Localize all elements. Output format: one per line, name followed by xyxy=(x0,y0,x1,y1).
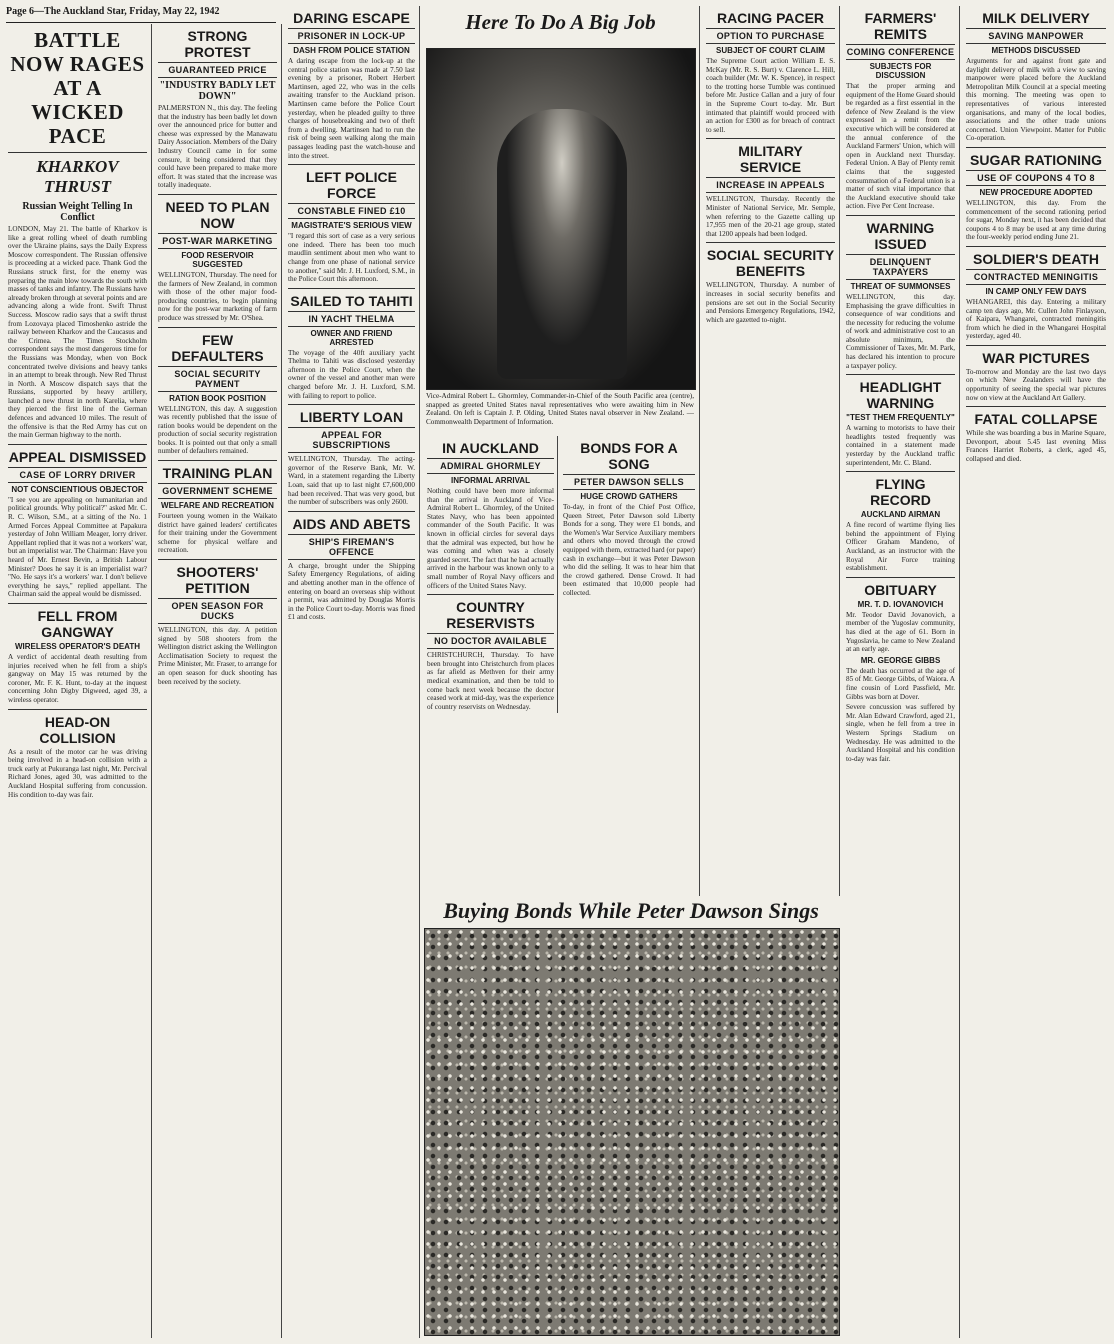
auckland-deck: INFORMAL ARRIVAL xyxy=(451,476,530,485)
divider xyxy=(846,471,955,472)
reservists-subhead: NO DOCTOR AVAILABLE xyxy=(427,633,554,649)
milk-subhead: SAVING MANPOWER xyxy=(966,28,1106,44)
bonds-body: To-day, in front of the Chief Post Office, Queen Street, Peter Dawson sold Liberty Bonds for a song. They were £1 bonds, and the Women's War Service Auxiliary members and others who moved through the crowd equipped with them, extracted hard (or paper) cash in exchange—but it was Peter Dawson who did the selling. It was to hear him that the crowd gathered. Dense Crowd. It had been estimated that 10,000 people had collected. xyxy=(563,503,695,597)
kharkov-headline: BATTLE NOW RAGES AT A WICKED PACE xyxy=(10,28,145,148)
crowd-photo xyxy=(424,928,840,1336)
warning-deck: THREAT OF SUMMONSES xyxy=(850,281,951,291)
defaulters-deck: RATION BOOK POSITION xyxy=(169,393,266,403)
tahiti-subhead: IN YACHT THELMA xyxy=(288,311,415,327)
divider xyxy=(288,404,415,405)
protest-deck: "INDUSTRY BADLY LET DOWN" xyxy=(159,80,276,102)
training-deck: WELFARE AND RECREATION xyxy=(161,501,274,511)
divider xyxy=(158,194,277,195)
milk-headline: MILK DELIVERY xyxy=(982,10,1090,26)
kharkov-subhead: KHARKOV THRUST xyxy=(36,157,119,196)
loan-headline: LIBERTY LOAN xyxy=(299,409,404,426)
milk-body: Arguments for and against front gate and daylight delivery of milk with a view to saving manpower were placed before the Auckland Metropolitan Milk Council at a special meeting this morning. The meeting was open to representatives of various interested organisations, and many of the local bodies, associations and the other trade unions concerned. Union Viewpoint. Matter for Public Co-operation. xyxy=(966,57,1106,143)
divider xyxy=(288,288,415,289)
escape-deck: DASH FROM POLICE STATION xyxy=(293,46,410,55)
military-headline: MILITARY SERVICE xyxy=(738,143,803,176)
benefits-headline: SOCIAL SECURITY BENEFITS xyxy=(706,247,835,280)
divider xyxy=(8,709,147,710)
appeal-body: "I see you are appealing on humanitarian and political grounds. Why political?" asked Mr. C. R. C. Wilson, S.M., at a sitting of the No. 1 Armed Forces Appeal Committee at Papakura yesterday of John William Meager, lorry driver. Appellant replied that it was not a workers' war, but an imperialist war. The Chairman: Have you heard of Mr. Ernest Bevin, a British Labour Minister? Does he say it is an imperialist war? "No. He says it's a workers' war. I don't believe everything he says," replied appellant. The Chairman said the appeal would be dismissed. xyxy=(8,495,147,599)
divider xyxy=(846,577,955,578)
pacer-deck: SUBJECT OF COURT CLAIM xyxy=(716,46,825,55)
remits-subhead: COMING CONFERENCE xyxy=(846,44,955,60)
flying-deck: AUCKLAND AIRMAN xyxy=(860,510,941,520)
divider xyxy=(966,246,1106,247)
collapse-body: While she was boarding a bus in Marine Square, Devonport, about 5.45 last evening Miss Frances Harriet Roberts, a clerk, aged 45, collapsed and died. xyxy=(966,429,1106,464)
divider xyxy=(8,444,147,445)
protest-headline: STRONG PROTEST xyxy=(184,28,251,60)
admiral-figure xyxy=(497,109,627,379)
plan-subhead: POST-WAR MARKETING xyxy=(158,233,277,249)
training-body: Fourteen young women in the Waikato district have gained leaders' certificates for their training under the Government scheme for physical welfare and recreation. xyxy=(158,512,277,555)
divider xyxy=(427,594,554,595)
flying-body: A fine record of wartime flying lies behind the appointment of Flying Officer Graham Mandeno, of Auckland, as an instructor with the Royal Air Force training establishment. xyxy=(846,521,955,573)
divider xyxy=(706,242,835,243)
pacer-subhead: OPTION TO PURCHASE xyxy=(706,28,835,44)
shooters-body: WELLINGTON, this day. A petition signed by 508 shooters from the Wellington district asking the Wellington Acclimatisation Society to request the Prime Minister, Mr. Fraser, to arrange for an open season for duck shooting has been received by the society. xyxy=(158,626,277,686)
aids-headline: AIDS AND ABETS xyxy=(292,515,411,532)
obituary-body-2: The death has occurred at the age of 85 of Mr. George Gibbs, of Waiora. A fine cousin of Lord Passfield, Mr. Gibbs was born at Dover. xyxy=(846,666,955,701)
plan-deck: FOOD RESERVOIR SUGGESTED xyxy=(181,250,254,269)
column-1 xyxy=(4,24,152,1338)
reservists-body: CHRISTCHURCH, Thursday. To have been brought into Christchurch from places as far afield as Methven for their army medical examination, and then be told to come back next week because the doctor ceased work at mid-day, was the experience of country reservists on Wednesday. xyxy=(427,651,554,711)
auckland-column xyxy=(424,436,558,713)
obituary-body-1: Mr. Teodor David Jovanovich, a member of the Yugoslav community, has died at the age of 61. Born in Yugoslavia, he came to New Zealand at an early age. xyxy=(846,610,955,654)
collision-headline: HEAD-ON COLLISION xyxy=(39,713,116,746)
bonds-subhead: PETER DAWSON SELLS xyxy=(563,474,695,490)
obituary-deck-1: MR. T. D. IOVANOVICH xyxy=(857,599,944,609)
defaulters-headline: FEW DEFAULTERS xyxy=(171,331,264,364)
plan-body: WELLINGTON, Thursday. The need for the farmers of New Zealand, in common with those of the other major food-producing countries, to begin planning now for the post-war marketing of farm produce was stressed by Mr. O'Shea. xyxy=(158,270,277,322)
photo-caption: Vice-Admiral Robert L. Ghormley, Commander-in-Chief of the South Pacific area (centre), snapped as greeted United States naval representatives who were awaiting him in New Zealand. On left is Captain J. P. Olding, United States naval observer in New Zealand. —Commonwealth Department of Information. xyxy=(426,392,694,426)
gangway-body: A verdict of accidental death resulting from injuries received when he fell from a ship's gangway on May 15 was returned by the coroner, Mr. F. K. Hunt, to-day at the inquest concerning John Digby Digweed, aged 39, a wireless operator. xyxy=(8,652,147,704)
war-pictures-body: To-morrow and Monday are the last two days on which New Zealanders will have the opportunity of seeing the special war pictures now on view at the Auckland Art Gallery. xyxy=(966,367,1106,402)
training-subhead: GOVERNMENT SCHEME xyxy=(158,483,277,499)
tahiti-body: The voyage of the 40ft auxiliary yacht Thelma to Tahiti was disclosed yesterday afternoon in the Police Court, when the owner of the vessel and another man were charged before Mr. J. H. Luxford, S.M. with failing to report to police. xyxy=(288,348,415,400)
pacer-body: The Supreme Court action William E. S. McKay (Mr. R. S. Burt) v. Clarence L. Hill, coach builder (Mr. W. K. Spence), in respect to the trotting horse Tumble was continued before Mr. Justice Callan and a jury of four in the Supreme Court to-day. Mr. Burt intimated that plaintiff would proceed with an action for £300 as for breach of contract to sell. xyxy=(706,57,835,134)
divider xyxy=(966,147,1106,148)
auckland-headline: IN AUCKLAND xyxy=(442,440,539,456)
divider xyxy=(158,460,277,461)
tahiti-deck: OWNER AND FRIEND ARRESTED xyxy=(310,328,393,347)
auckland-subhead: ADMIRAL GHORMLEY xyxy=(427,458,554,474)
sugar-headline: SUGAR RATIONING xyxy=(970,151,1102,168)
divider xyxy=(8,603,147,604)
aids-subhead: SHIP'S FIREMAN'S OFFENCE xyxy=(288,534,415,560)
page-folio: Page 6—The Auckland Star, Friday, May 22, 1942 xyxy=(6,6,276,23)
soldier-body: WHANGAREI, this day. Entering a military camp ten days ago, Mr. Cullen John Finlayson, of Kaipara, Whangarei, contracted meningitis from which he died in the Whangarei Hospital yesterday, aged 40. xyxy=(966,297,1106,341)
bonds-headline: BONDS FOR A SONG xyxy=(580,440,678,472)
soldier-deck: IN CAMP ONLY FEW DAYS xyxy=(985,286,1087,296)
military-body: WELLINGTON, Thursday. Recently the Minister of National Service, Mr. Semple, when referring to the Gazette calling up 17,955 men of the 20-21 age group, stated that 1200 appeals had been lodged. xyxy=(706,195,835,238)
appeal-deck: NOT CONSCIENTIOUS OBJECTOR xyxy=(11,484,144,494)
headlight-deck: "TEST THEM FREQUENTLY" xyxy=(846,413,955,423)
kharkov-body: LONDON, May 21. The battle of Kharkov is like a great rolling wheel of death rumbling over the Ukraine plains, says the Daily Express Moscow correspondent. The Russian offensive is proceeding at a wicked pace. Thank God the Russians struck first, for the enemy was preparing the main blow towards the south with masses of tanks and infantry. The Russians have already broken through at several points and are advancing along a wide front. Swift Thrust Success. Moscow radio says that a swift thrust from Lozovaya placed Timoshenko astride the railway between Kharkov and the Caucasus and the Crimea. The Times Stockholm correspondent says the most dangerous time for the Russians was Monday, when von Bock concentrated twelve divisions and heavy tanks in an attempt to break through. New Red Thrust in North. A Moscow dispatch says that the Russians, supported by heavy artillery, launched a new thrust in north Karelia, where they pierced the first line of the German defences and advanced 10 miles. The result of the offensive is that the Red Army has cut on the main German highway to the north. xyxy=(8,225,147,440)
bonds-column xyxy=(560,436,698,600)
divider xyxy=(846,215,955,216)
plan-headline: NEED TO PLAN NOW xyxy=(165,198,270,231)
escape-subhead: PRISONER IN LOCK-UP xyxy=(288,28,415,44)
divider xyxy=(966,406,1106,407)
collapse-headline: FATAL COLLAPSE xyxy=(974,411,1098,428)
divider xyxy=(288,511,415,512)
defaulters-body: WELLINGTON, this day. A suggestion was recently published that the issue of ration books would be dependent on the production of social security registration books. It is pointed out that only a small number of defaulters remained. xyxy=(158,404,277,456)
divider xyxy=(846,374,955,375)
obituary-headline: OBITUARY xyxy=(864,581,937,598)
column-6 xyxy=(842,6,960,1338)
war-pictures-headline: WAR PICTURES xyxy=(982,349,1090,366)
warning-body: WELLINGTON, this day. Emphasising the grave difficulties in consequence of war conditions and the necessity for reducing the volume of work and administrative cost to an absolute minimum, the Commissioner of Taxes, Mr. M. Park, has declared his intention to procure a taxpayer policy. xyxy=(846,292,955,370)
gangway-headline: FELL FROM GANGWAY xyxy=(37,607,118,640)
photo-title: Here To Do A Big Job xyxy=(465,10,656,34)
defaulters-subhead: SOCIAL SECURITY PAYMENT xyxy=(158,366,277,392)
concussion-body: Severe concussion was suffered by Mr. Alan Edward Crawford, aged 21, single, when he fell from a tree in Western Springs Stadium on Wednesday. He was admitted to the Auckland Hospital and his condition to-day was fair. xyxy=(846,703,955,763)
aids-body: A charge, brought under the Shipping Safety Emergency Regulations, of aiding and abetting another man in the offence of entering on board an overseas ship without a permit, was admitted by Douglas Morris in the Police Court to-day. Morris was fined £1 and costs. xyxy=(288,561,415,622)
milk-deck: METHODS DISCUSSED xyxy=(991,46,1081,55)
appeal-subhead: CASE OF LORRY DRIVER xyxy=(8,467,147,483)
soldier-subhead: CONTRACTED MENINGITIS xyxy=(966,269,1106,285)
appeal-headline: APPEAL DISMISSED xyxy=(8,448,147,465)
obituary-deck-2: MR. GEORGE GIBBS xyxy=(860,655,941,665)
divider xyxy=(706,138,835,139)
reservists-headline: COUNTRY RESERVISTS xyxy=(446,599,535,632)
shooters-headline: SHOOTERS' PETITION xyxy=(176,564,259,597)
police-headline: LEFT POLICE FORCE xyxy=(306,169,397,202)
collision-body: As a result of the motor car he was driving being involved in a head-on collision with a truck early at Pukuranga last night, Mr. Percival Richard Jones, aged 30, was admitted to the Auckland Hospital suffering from concussion. His condition to-day was fair. xyxy=(8,747,147,799)
column-3 xyxy=(284,6,420,1338)
police-deck: MAGISTRATE'S SERIOUS VIEW xyxy=(291,221,412,231)
column-7 xyxy=(962,6,1110,1338)
remits-body: That the proper arming and equipment of the Home Guard should be regarded as a first essential in the defence of New Zealand is the view expressed in a remit from the executive which will be considered at the annual conference of the Auckland Farmers' Union, which will open in Auckland next Thursday. Federal Union. A Bay of Plenty remit claims that the suggested consummation of a Federal union is a matter of such vital importance that the Auckland executive should take action. Five Per Cent Increase. xyxy=(846,82,955,211)
loan-subhead: APPEAL FOR SUBSCRIPTIONS xyxy=(288,427,415,453)
warning-headline: WARNING ISSUED xyxy=(866,219,935,252)
protest-body: PALMERSTON N., this day. The feeling that the industry has been badly let down over the announced price for butter and cheese was expressed by the Manawatu Dairy Association. Members of the Dairy Industry Council came in for some censure, it being considered that they could have been prepared to make more effort. It was stated that the increase was totally inadequate. xyxy=(158,104,277,190)
divider xyxy=(8,152,147,153)
warning-subhead: DELINQUENT TAXPAYERS xyxy=(846,254,955,280)
admiral-photo xyxy=(426,48,696,390)
sugar-body: WELLINGTON, this day. From the commencement of the second rationing period for sugar, Monday next, it has been decided that coupons 4 to 8 may be used at any time during the four-weekly period ending June 21. xyxy=(966,198,1106,242)
kharkov-deck: Russian Weight Telling In Conflict xyxy=(22,201,133,223)
soldier-headline: SOLDIER'S DEATH xyxy=(973,250,1099,267)
remits-headline: FARMERS' REMITS xyxy=(864,10,937,42)
divider xyxy=(158,327,277,328)
police-subhead: CONSTABLE FINED £10 xyxy=(288,203,415,219)
sugar-subhead: USE OF COUPONS 4 TO 8 xyxy=(966,170,1106,186)
escape-headline: DARING ESCAPE xyxy=(293,10,410,26)
tahiti-headline: SAILED TO TAHITI xyxy=(290,292,413,309)
shooters-subhead: OPEN SEASON FOR DUCKS xyxy=(158,598,277,624)
escape-body: A daring escape from the lock-up at the central police station was made at 7.50 last evening by a prisoner, Robert Herbert Martinsen, aged 22, who was in the cells awaiting transfer to the Auckland prison. Martinsen came before the Police Court yesterday, when he pleaded guilty to three charges of housebreaking and two of theft from a dwelling. Martinsen had to run the risk of being seen walking along the main passages leading past the watch-house and into the street. xyxy=(288,57,415,160)
gangway-subhead: WIRELESS OPERATOR'S DEATH xyxy=(14,641,141,651)
remits-deck: SUBJECTS FOR DISCUSSION xyxy=(869,62,932,80)
divider xyxy=(288,164,415,165)
auckland-body: Nothing could have been more informal than the arrival in Auckland of Vice-Admiral Robert L. Ghormley, of the United States Navy, who has been appointed commander of the South Pacific. It was known in official circles for several days that the admiral was expected, but how he was coming and when was a closely guarded secret. The fact that he had actually arrived in the harbour was known only to a small number of Royal Navy officers and officers of the United States Navy. xyxy=(427,487,554,590)
loan-body: WELLINGTON, Thursday. The acting-governor of the Reserve Bank, Mr. W. Ward, in a statement regarding the Liberty Loan, said that up to last night £7,600,000 had been received. That was very good, but the number of subscribers was only 2600. xyxy=(288,455,415,507)
pacer-headline: RACING PACER xyxy=(716,10,825,26)
flying-headline: FLYING RECORD xyxy=(870,476,931,509)
headlight-headline: HEADLIGHT WARNING xyxy=(859,379,942,412)
sugar-deck: NEW PROCEDURE ADOPTED xyxy=(979,187,1093,197)
divider xyxy=(966,345,1106,346)
military-subhead: INCREASE IN APPEALS xyxy=(706,177,835,193)
training-headline: TRAINING PLAN xyxy=(162,465,273,482)
bonds-deck: HUGE CROWD GATHERS xyxy=(580,492,678,501)
column-2 xyxy=(154,24,282,1338)
divider xyxy=(158,559,277,560)
benefits-body: WELLINGTON, Thursday. A number of increases in social security benefits and pensions are set out in the Social Security and Pensions Emergency Regulations, 1942, which are gazetted to-night. xyxy=(706,281,835,324)
protest-subhead: GUARANTEED PRICE xyxy=(158,62,277,78)
police-body: "I regard this sort of case as a very serious one indeed. There has been too much maudlin sentiment about men who want to change from one phase of national service to another," said Mr. J. H. Luxford, S.M., in the Police Court this afternoon. xyxy=(288,232,415,284)
crowd-photo-title: Buying Bonds While Peter Dawson Sings xyxy=(443,898,819,923)
headlight-body: A warning to motorists to have their headlights tested frequently was contained in a statement made yesterday by the Auckland traffic superintendent, Mr. C. Bland. xyxy=(846,424,955,467)
